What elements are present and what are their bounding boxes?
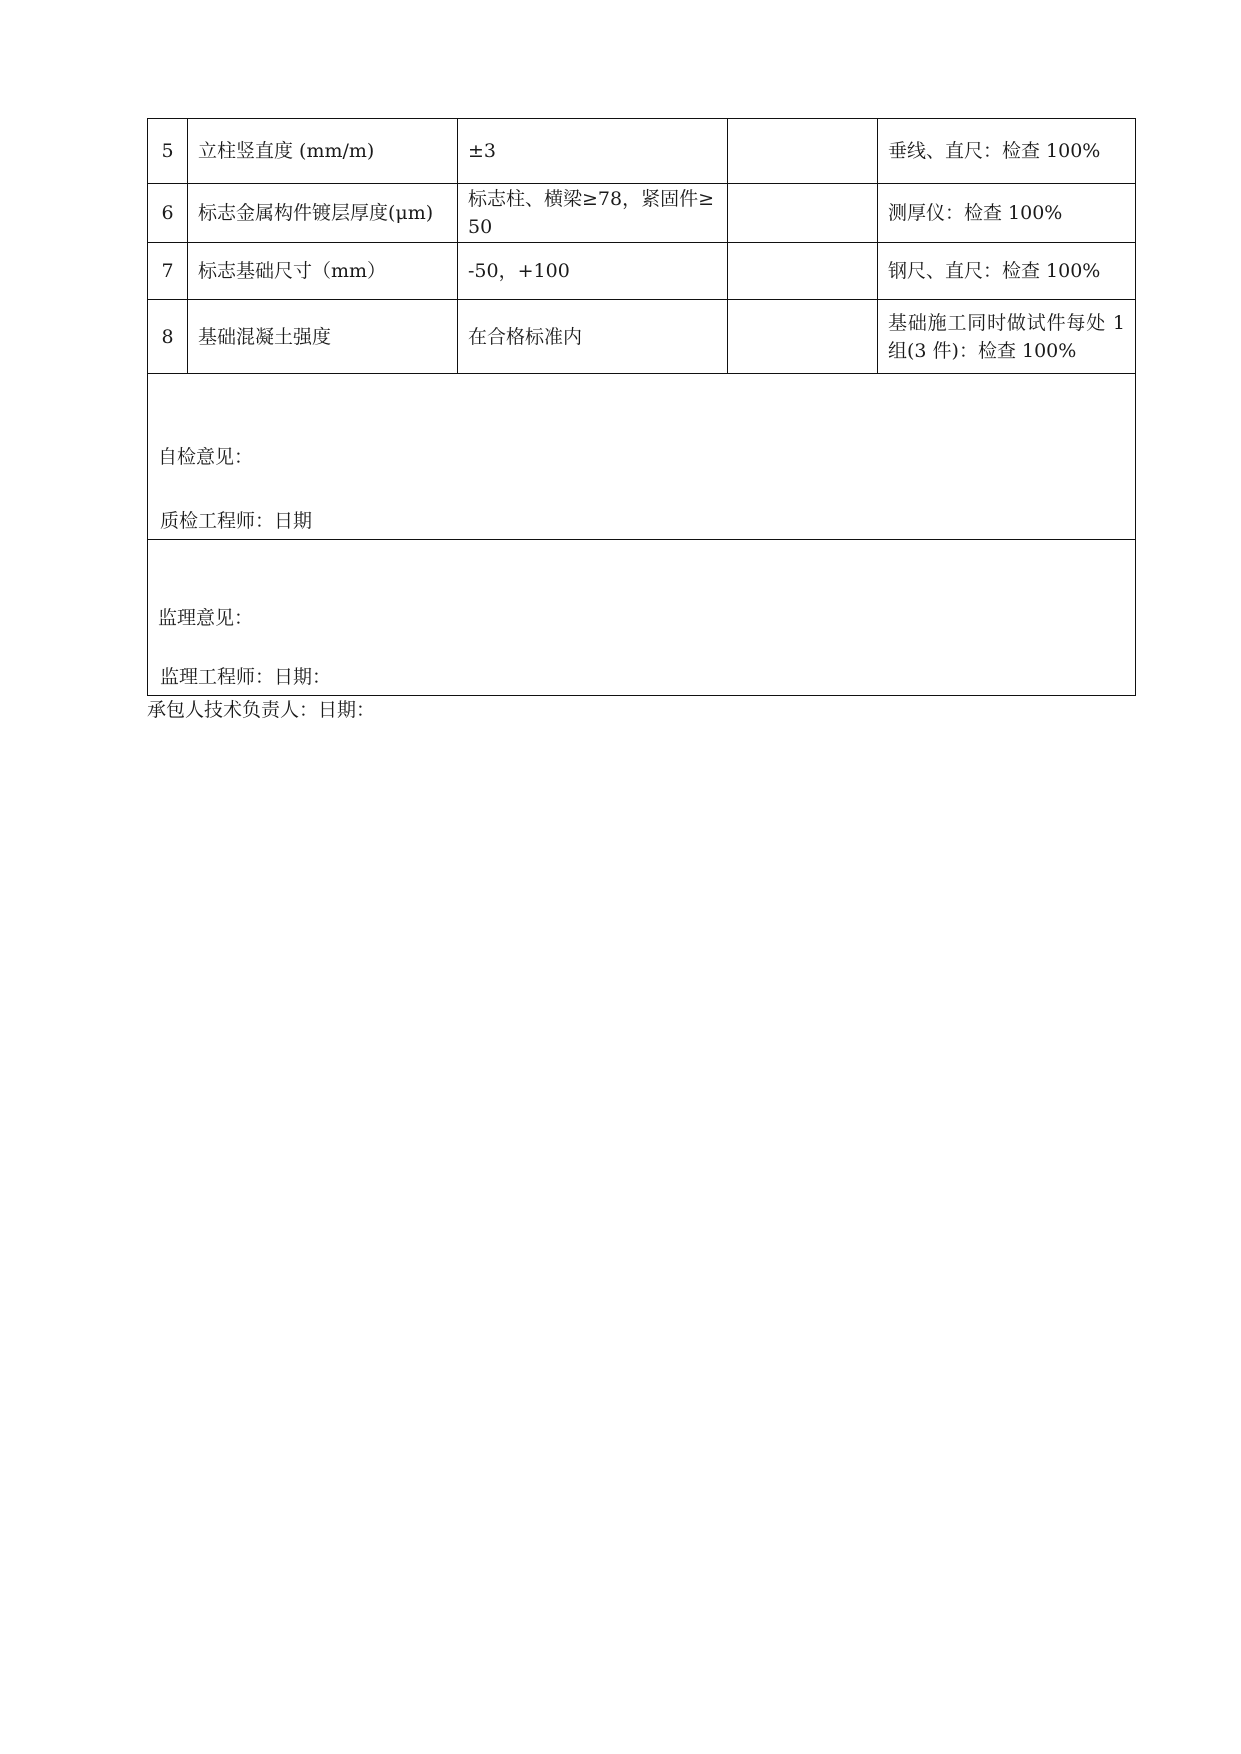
row-number: 8 [148, 300, 188, 374]
check-method: 测厚仪：检查 100% [878, 184, 1136, 243]
result-cell [728, 184, 878, 243]
standard-value: -50，+100 [458, 243, 728, 300]
table-row [148, 300, 1136, 374]
row-number: 7 [148, 243, 188, 300]
result-cell [728, 300, 878, 374]
self-check-signature: 质检工程师：日期 [160, 510, 313, 532]
check-item: 标志金属构件镀层厚度(μm) [188, 184, 458, 243]
self-check-title: 自检意见： [158, 445, 254, 468]
check-method: 钢尺、直尺：检查 100% [878, 243, 1136, 300]
supervision-title: 监理意见： [158, 606, 254, 629]
inspection-table [147, 118, 1136, 696]
supervision-row [148, 540, 1136, 696]
standard-value: ±3 [458, 119, 728, 184]
standard-value: 在合格标准内 [458, 300, 728, 374]
check-item: 基础混凝土强度 [188, 300, 458, 374]
contractor-signature: 承包人技术负责人：日期： [147, 699, 376, 721]
row-number: 5 [148, 119, 188, 184]
inspection-sheet [147, 118, 1135, 724]
check-item: 标志基础尺寸（mm） [188, 243, 458, 300]
supervision-block [148, 540, 1136, 696]
standard-value: 标志柱、横梁≥78，紧固件≥50 [458, 184, 728, 243]
row-number: 6 [148, 184, 188, 243]
result-cell [728, 119, 878, 184]
table-row [148, 243, 1136, 300]
check-item: 立柱竖直度 (mm/m) [188, 119, 458, 184]
table-row [148, 119, 1136, 184]
check-method: 基础施工同时做试件每处 1 组(3 件)：检查 100% [878, 300, 1136, 374]
check-method: 垂线、直尺：检查 100% [878, 119, 1136, 184]
self-check-row [148, 374, 1136, 540]
table-row [148, 184, 1136, 243]
self-check-block [148, 374, 1136, 540]
result-cell [728, 243, 878, 300]
supervision-signature: 监理工程师：日期： [160, 666, 332, 688]
